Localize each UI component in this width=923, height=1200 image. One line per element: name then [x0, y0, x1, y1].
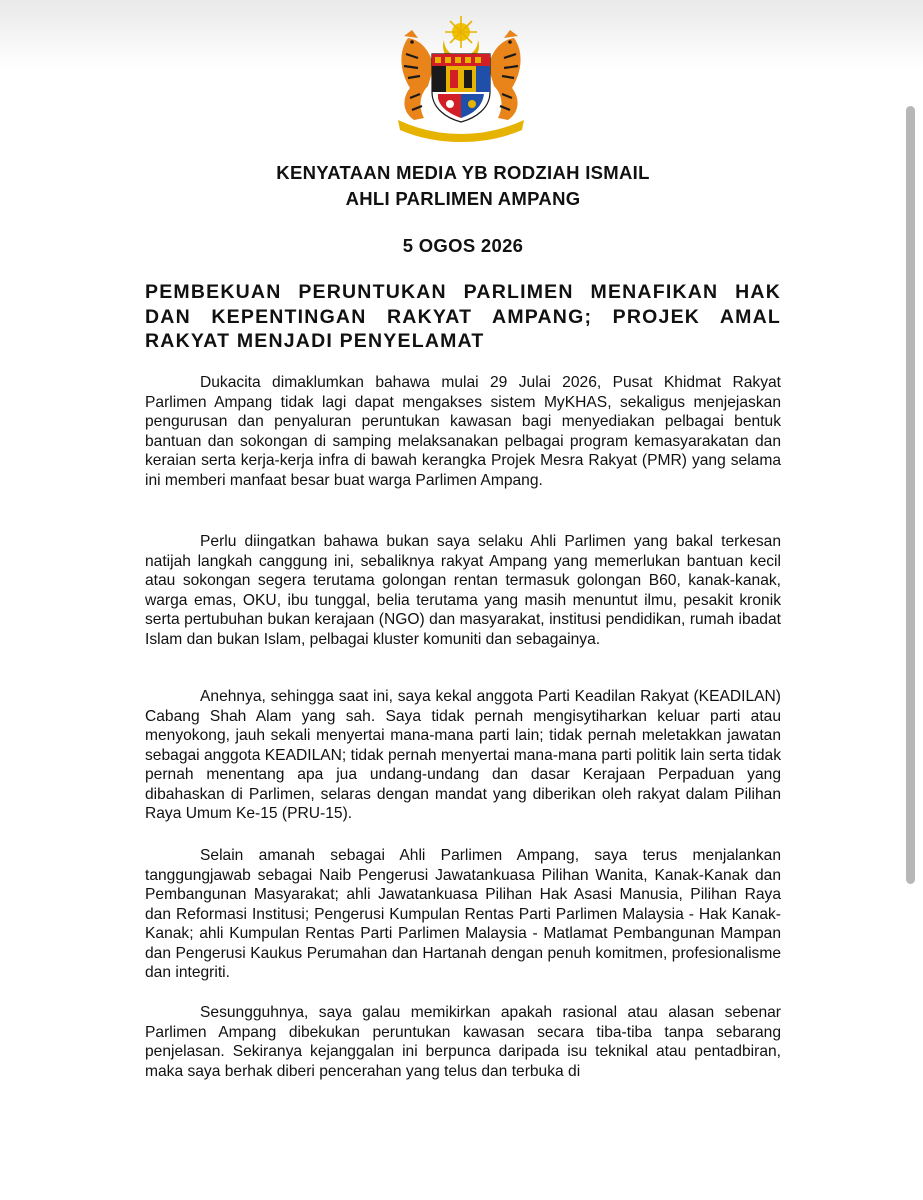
statement-title: KENYATAAN MEDIA YB RODZIAH ISMAIL [276, 162, 650, 183]
coat-of-arms-emblem [388, 14, 534, 142]
scrollbar[interactable] [906, 106, 915, 884]
paragraph-3: Anehnya, sehingga saat ini, saya kekal anggota Parti Keadilan Rakyat (KEADILAN) Cabang Shah Alam yang sah. Saya tidak pernah mengisytiharkan keluar parti atau menyokong, jauh sekali menyertai mana-mana parti lain; tidak pernah meletakkan jawatan sebagai anggota KEADILAN; tidak pernah menyertai mana-mana parti politik lain serta tidak pernah menentang apa jua undang-undang dan dasar Kerajaan Perpaduan yang dibahaskan di Parlimen, selaras dengan mandat yang diberikan oleh rakyat dalam Pilihan Raya Umum Ke-15 (PRU-15). [145, 688, 781, 822]
paragraph-2: Perlu diingatkan bahawa bukan saya selaku Ahli Parlimen yang bakal terkesan natijah langkah canggung ini, sebaliknya rakyat Ampang yang memerlukan bantuan kecil atau sokongan segera terutama golongan rentan termasuk golongan B60, kanak-kanak, warga emas, OKU, ibu tunggal, belia terutama yang masih menuntut ilmu, pesakit kronik serta pertubuhan bukan kerajaan (NGO) dan masyarakat, institusi pendidikan, rumah ibadat Islam dan bukan Islam, pelbagai kluster komuniti dan sebagainya. [145, 533, 781, 648]
statement-date: 5 OGOS 2026 [402, 235, 524, 256]
paragraph-5: Sesungguhnya, saya galau memikirkan apakah rasional atau alasan sebenar Parlimen Ampang dibekukan peruntukan kawasan secara tiba-tiba tanpa sebarang penjelasan. Sekiranya kejanggalan ini berpunca daripada isu teknikal atau pentadbiran, maka saya berhak diberi pencerahan yang telus dan terbuka di [145, 1004, 781, 1080]
statement-subject: PEMBEKUAN PERUNTUKAN PARLIMEN MENAFIKAN HAK DAN KEPENTINGAN RAKYAT AMPANG; PROJEK AMAL RAKYAT MENJADI PENYELAMAT [145, 281, 781, 352]
statement-subtitle: AHLI PARLIMEN AMPANG [345, 188, 581, 209]
paragraph-4: Selain amanah sebagai Ahli Parlimen Ampang, saya terus menjalankan tanggungjawab sebagai Naib Pengerusi Jawatankuasa Pilihan Wanita, Kanak-Kanak dan Pembangunan Masyarakat; ahli Jawatankuasa Pilihan Hak Asasi Manusia, Pilihan Raya dan Reformasi Institusi; Pengerusi Kumpulan Rentas Parti Parlimen Malaysia - Hak Kanak-Kanak; ahli Kumpulan Rentas Parti Parlimen Malaysia - Matlamat Pembangunan Mampan dan Pengerusi Kaukus Perumahan dan Hartanah dengan penuh komitmen, profesionalisme dan integriti. [145, 847, 781, 981]
paragraph-1: Dukacita dimaklumkan bahawa mulai 29 Julai 2026, Pusat Khidmat Rakyat Parlimen Ampang tidak lagi dapat mengakses sistem MyKHAS, sekaligus menjejaskan pengurusan dan penyaluran peruntukan kawasan bagi menyediakan pelbagai bentuk bantuan dan sokongan di samping melaksanakan pelbagai program kemasyarakatan dan keraian serta kerja-kerja infra di bawah kerangka Projek Mesra Rakyat (PMR) yang selama ini memberi manfaat besar buat warga Parlimen Ampang. [145, 374, 781, 489]
